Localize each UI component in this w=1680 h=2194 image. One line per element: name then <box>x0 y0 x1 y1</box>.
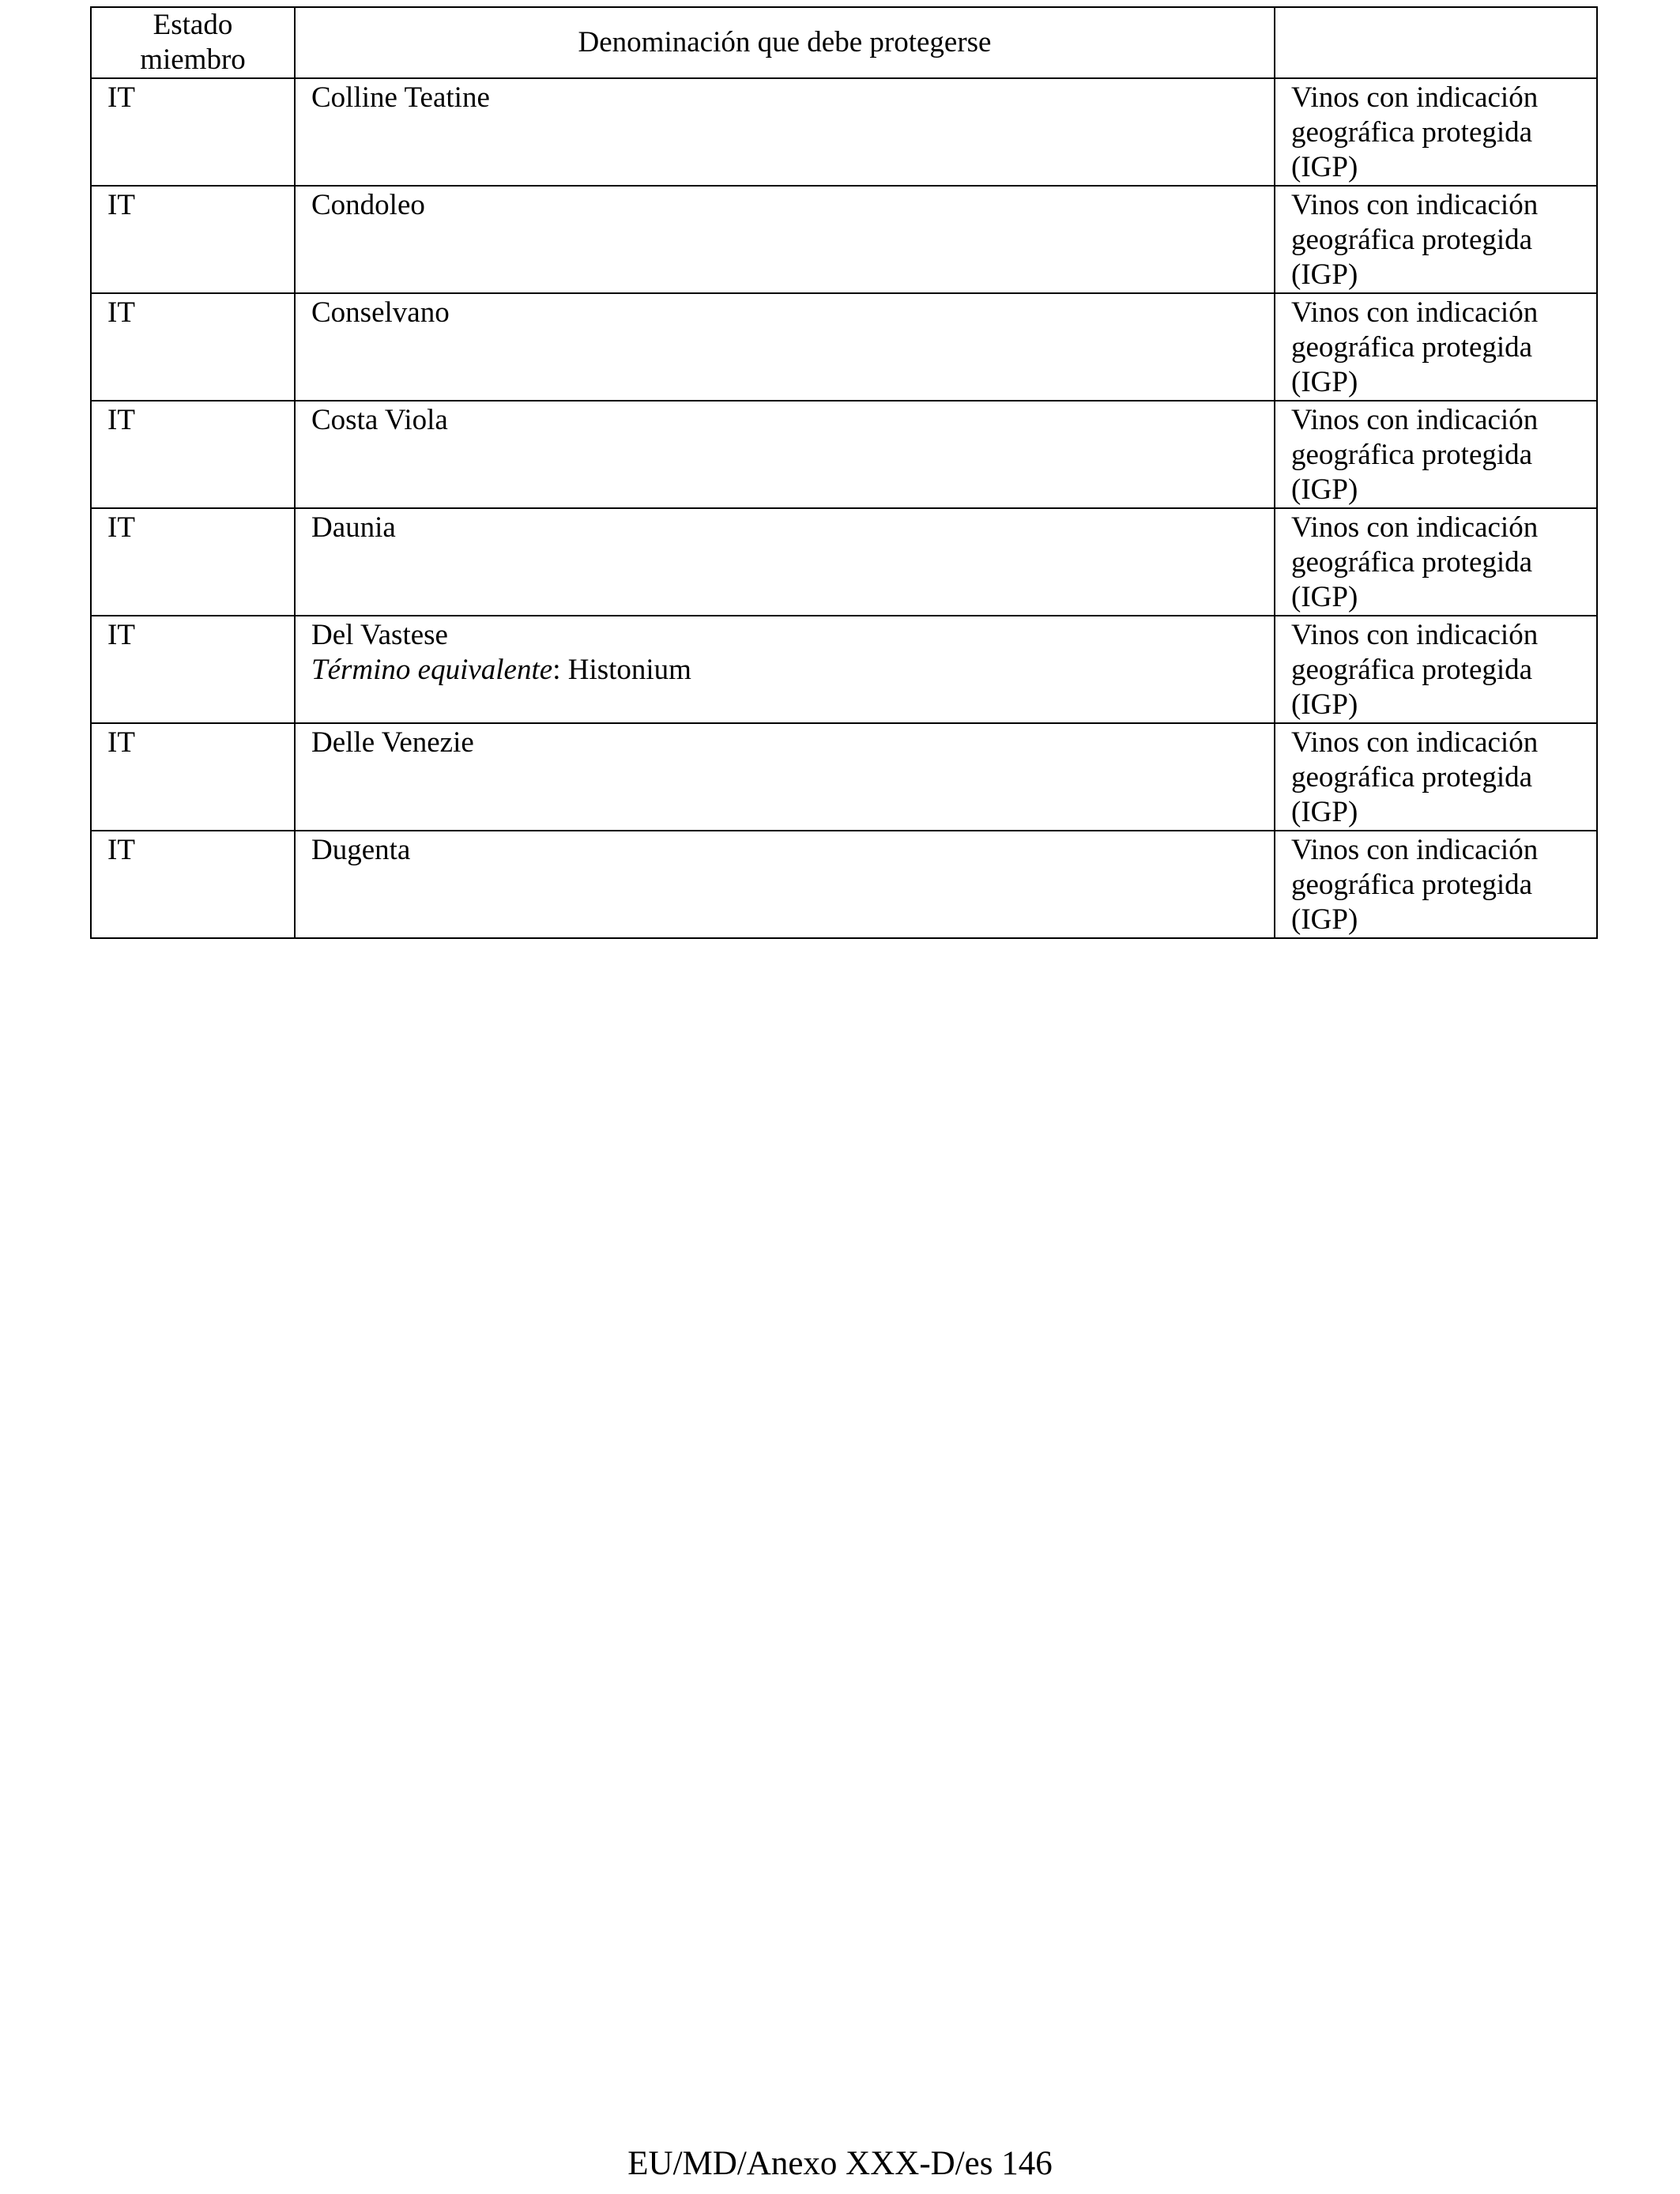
header-protected-name <box>295 7 1275 78</box>
cell-member-state <box>91 723 295 831</box>
type-text: Vinos con indicación geográfica protegida (IGP) <box>1291 726 1539 828</box>
cell-member-state <box>91 508 295 616</box>
cell-protected-name <box>295 401 1275 508</box>
cell-member-state <box>91 401 295 508</box>
protected-names-table <box>90 6 1598 939</box>
cell-protected-name <box>295 186 1275 293</box>
member-state-text: IT <box>107 511 135 544</box>
protected-name-text: Costa Viola <box>311 404 448 436</box>
protected-name-text: Conselvano <box>311 296 450 329</box>
table-row <box>91 508 1597 616</box>
table-row <box>91 293 1597 401</box>
member-state-text: IT <box>107 404 135 436</box>
protected-name-text: Daunia <box>311 511 396 544</box>
table-row <box>91 723 1597 831</box>
type-text: Vinos con indicación geográfica protegida (IGP) <box>1291 834 1539 936</box>
cell-type <box>1275 186 1597 293</box>
cell-protected-name <box>295 831 1275 938</box>
type-text: Vinos con indicación geográfica protegida (IGP) <box>1291 511 1539 613</box>
cell-type <box>1275 616 1597 723</box>
cell-member-state <box>91 186 295 293</box>
header-member-state <box>91 7 295 78</box>
cell-protected-name <box>295 293 1275 401</box>
member-state-text: IT <box>107 81 135 114</box>
protected-name-text: Del Vastese <box>311 619 448 651</box>
equivalent-term <box>311 653 1258 688</box>
cell-type <box>1275 293 1597 401</box>
type-text: Vinos con indicación geográfica protegida (IGP) <box>1291 189 1539 291</box>
member-state-text: IT <box>107 834 135 866</box>
header-type <box>1275 7 1597 78</box>
table-row <box>91 186 1597 293</box>
member-state-text: IT <box>107 296 135 329</box>
type-text: Vinos con indicación geográfica protegida (IGP) <box>1291 404 1539 506</box>
protected-name-text: Condoleo <box>311 189 425 221</box>
protected-name-text: Delle Venezie <box>311 726 474 759</box>
protected-name-text: Colline Teatine <box>311 81 490 114</box>
header-member-state-label: Estado miembro <box>140 9 246 76</box>
cell-type <box>1275 78 1597 186</box>
table-row <box>91 401 1597 508</box>
table-row <box>91 78 1597 186</box>
type-text: Vinos con indicación geográfica protegida (IGP) <box>1291 619 1539 721</box>
cell-member-state <box>91 78 295 186</box>
protected-name-text: Dugenta <box>311 834 411 866</box>
cell-member-state <box>91 293 295 401</box>
table-row <box>91 616 1597 723</box>
cell-member-state <box>91 616 295 723</box>
type-text: Vinos con indicación geográfica protegida (IGP) <box>1291 81 1539 183</box>
header-protected-name-label: Denominación que debe protegerse <box>578 26 992 58</box>
cell-type <box>1275 508 1597 616</box>
cell-protected-name <box>295 78 1275 186</box>
page-footer-reference: EU/MD/Anexo XXX-D/es 146 <box>627 2145 1053 2182</box>
cell-type <box>1275 723 1597 831</box>
type-text: Vinos con indicación geográfica protegida (IGP) <box>1291 296 1539 398</box>
cell-member-state <box>91 831 295 938</box>
member-state-text: IT <box>107 619 135 651</box>
cell-protected-name <box>295 723 1275 831</box>
table-row <box>91 831 1597 938</box>
member-state-text: IT <box>107 726 135 759</box>
equivalent-term-value: Histonium <box>567 654 691 686</box>
member-state-text: IT <box>107 189 135 221</box>
table-header-row <box>91 7 1597 78</box>
cell-type <box>1275 401 1597 508</box>
cell-protected-name <box>295 616 1275 723</box>
equivalent-term-label: Término equivalente <box>311 654 553 686</box>
equivalent-term-separator: : <box>552 654 561 686</box>
cell-protected-name <box>295 508 1275 616</box>
cell-type <box>1275 831 1597 938</box>
